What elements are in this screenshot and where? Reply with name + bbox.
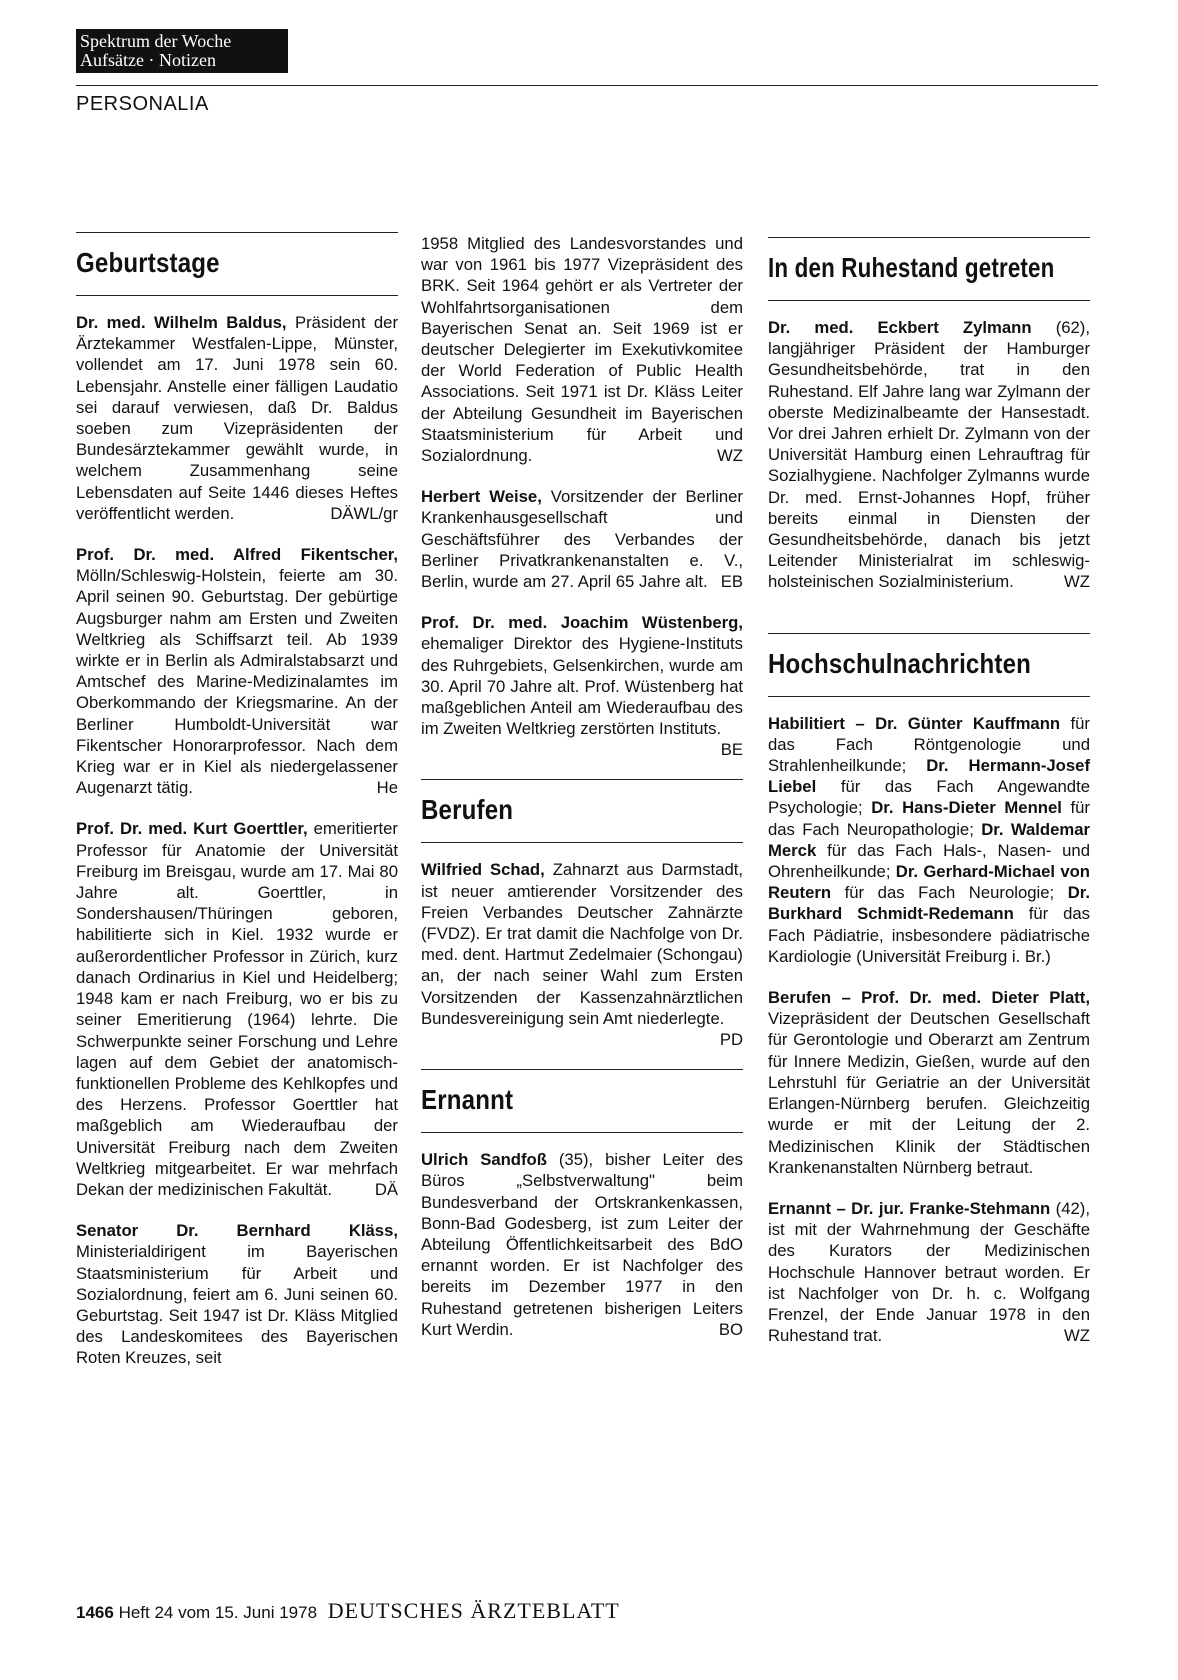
- entry-fikentscher: [76, 544, 398, 798]
- section-rule: [768, 300, 1090, 301]
- section-title-geburtstage: Geburtstage: [76, 247, 220, 278]
- entry-name: Berufen – Prof. Dr. med. Dieter Platt,: [768, 988, 1090, 1008]
- entry-name: Ulrich Sandfoß: [421, 1150, 547, 1170]
- section-rule: [421, 1069, 743, 1070]
- entry-schad: [421, 859, 744, 1050]
- entry-signature: He: [376, 778, 398, 798]
- entry-text: für das Fach Neurologie;: [831, 883, 1068, 903]
- entry-name: Dr. Gerhard-Michael von Reutern: [768, 862, 1090, 903]
- entry-name: Prof. Dr. med. Kurt Goerttler,: [76, 819, 308, 839]
- column-1: [76, 232, 398, 1369]
- page-number: 1466: [76, 1603, 114, 1622]
- rubric-box: [76, 29, 288, 73]
- section-rule: [76, 295, 398, 296]
- entry-text: Zahnarzt aus Darmstadt, ist neuer amtierender Vorsitzender des Freien Verbandes Deutscher Zahnärzte (FVDZ). Er trat damit die Nachfolge von Dr. med. dent. Hartmut Zedelmaier (Schongau) an, der nach seiner Wahl zum Ersten Vorsitzenden der Kassenzahnärztlichen Bundesvereinigung sein Amt niederlegte.: [421, 860, 744, 1028]
- entry-text: Vorsitzender der Berliner Krankenhausgesellschaft und Geschäftsführer des Verbandes der Berliner Privatkrankenanstalten e. V., Berlin, wurde am 27. April 65 Jahre alt.: [421, 487, 743, 592]
- section-rule: [421, 779, 743, 780]
- section-rule: [421, 842, 743, 843]
- entry-signature: DÄ: [374, 1179, 398, 1199]
- entry-platt: [768, 987, 1090, 1178]
- section-title-hochschulnachrichten: Hochschulnachrichten: [768, 647, 1032, 679]
- entry-signature: PD: [719, 1030, 743, 1050]
- entry-name: Dr. Burkhard Schmidt-Redemann: [768, 883, 1090, 924]
- entry-klaess: [76, 1220, 398, 1368]
- entry-name: Dr. med. Eckbert Zylmann: [768, 318, 1032, 337]
- entry-text: (35), bisher Leiter des Büros „Selbstverwaltung" beim Bundesverband der Ortskrankenkassen, Bonn-Bad Godesberg, ist zum Leiter der Abteilung Öffentlichkeitsarbeit des BdO ernannt worden. Er ist Nachfolger des bereits im Dezember 1977 in den Ruhestand getretenen bisherigen Leiters Kurt Werdin.: [421, 1150, 743, 1339]
- journal-name: DEUTSCHES ÄRZTEBLATT: [327, 1598, 620, 1623]
- entry-signature: WZ: [1064, 572, 1090, 592]
- entry-wuestenberg: [421, 612, 743, 760]
- entry-name: Dr. Hermann-Josef Liebel: [768, 756, 1090, 797]
- top-rule: [76, 85, 1098, 86]
- entry-klaess-continued: [421, 233, 743, 466]
- section-rule: [76, 232, 398, 233]
- section-rule: [768, 696, 1090, 697]
- page-footer: [76, 1598, 620, 1624]
- entry-text: Mölln/Schleswig-Holstein, feierte am 30. April seinen 90. Geburtstag. Der gebürtige Augsburger nahm am Ersten und Zweiten Weltkrieg als Schiffsarzt teil. Ab 1939 wirkte er in Berlin als Admiralstabsarzt und Amtschef des Marine-Medizinalamtes im Oberkommando der Kriegsmarine. An der Berliner Humboldt-Universität war Fikentscher Honorarprofessor. Nach dem Krieg war er in Kiel als niedergelassener Augenarzt tätig.: [76, 566, 398, 798]
- entry-text: (42), ist mit der Wahrnehmung der Geschäfte des Kurators der Medizinischen Hochschule Hannover betraut worden. Er ist Nachfolger von Dr. h. c. Wolfgang Frenzel, der Ende Januar 1978 in den Ruhestand trat.: [768, 1198, 1090, 1346]
- entry-name: Prof. Dr. med. Alfred Fikentscher,: [76, 545, 398, 565]
- entry-habilitiert: [768, 713, 1090, 967]
- entry-zylmann: [768, 317, 1090, 593]
- entry-weise: [421, 486, 743, 592]
- section-rule: [768, 237, 1090, 238]
- section-label: PERSONALIA: [76, 93, 209, 115]
- entry-goerttler: [76, 818, 398, 1200]
- entry-text: 1958 Mitglied des Landesvorstandes und war von 1961 bis 1977 Vizepräsident des BRK. Seit 1964 gehört er als Vertreter der Wohlfahrtsorganisationen dem Bayerischen Senat an. Seit 1969 ist er deutscher Delegierter im Exekutivkomitee der World Federation of Public Health Associations. Seit 1971 ist Dr. Kläss Leiter der Abteilung Gesundheit im Bayerischen Staatsministerium für Arbeit und Sozialordnung.: [421, 234, 743, 466]
- section-title-ruhestand: In den Ruhestand getreten: [768, 252, 1055, 283]
- entry-text: Ministerialdirigent im Bayerischen Staatsministerium für Arbeit und Sozialordnung, feiert am 6. Juni seinen 60. Geburtstag. Seit 1947 ist Dr. Kläss Mitglied des Landeskomitees des Bayerischen Roten Kreuzes, seit: [76, 1242, 398, 1368]
- entry-text: Präsident der Ärztekammer Westfalen-Lippe, Münster, vollendet am 17. Juni 1978 sein 60. Lebensjahr. Anstelle einer fälligen Laudatio sei darauf verwiesen, daß Dr. Baldus soeben zum Vizepräsidenten der Bundesärztekammer gewählt wurde, in welchem Zusammenhang seine Lebensdaten auf Seite 1446 dieses Heftes veröffentlicht werden.: [76, 313, 399, 523]
- entry-name: Dr. Waldemar Merck: [768, 819, 1090, 860]
- section-rule: [768, 633, 1090, 634]
- entry-text: für das Fach Neuropathologie;: [768, 798, 1090, 839]
- entry-text: für das Fach Röntgenologie und Strahlenheilkunde;: [768, 713, 1090, 776]
- entry-text: für das Fach Pädiatrie, insbesondere pädiatrische Kardiologie (Universität Freiburg i. Br.): [768, 904, 1091, 966]
- entry-franke-stehmann: [768, 1198, 1090, 1346]
- entry-signature: BE: [720, 740, 743, 760]
- section-title-ernannt: Ernannt: [421, 1084, 514, 1116]
- entry-text: für das Fach Angewandte Psychologie;: [768, 777, 1090, 818]
- section-title-berufen: Berufen: [421, 794, 514, 826]
- entry-text: emeritierter Professor für Anatomie der Universität Freiburg im Breisgau, wurde am 17. Mai 80 Jahre alt. Goerttler, in Sondershausen/Thüringen geboren, habilitierte sich in Kiel. 1932 wurde er außerordentlicher Professor in Zürich, kurz danach Ordinarius in Kiel und Heidelberg; 1948 kam er nach Freiburg, wo er bis zu seiner Emeritierung (1964) lehrte. Die Schwerpunkte seiner Forschung und Lehre lagen auf dem Gebiet der anatomisch-funktionellen Probleme des Kehlkopfes und des Herzens. Professor Goerttler hat maßgeblich am Wiederaufbau der Universität Freiburg nach dem Zweiten Weltkrieg mitgearbeitet. Er war mehrfach Dekan der medizinischen Fakultät.: [76, 819, 398, 1199]
- entry-name: Ernannt – Dr. jur. Franke-Stehmann: [768, 1198, 1051, 1218]
- entry-signature: WZ: [1064, 1326, 1090, 1346]
- entry-name: Dr. med. Wilhelm Baldus,: [76, 313, 287, 332]
- entry-name: Senator Dr. Bernhard Kläss,: [76, 1221, 398, 1241]
- entry-text: ehemaliger Direktor des Hygiene-Instituts des Ruhrgebiets, Gelsenkirchen, wurde am 30. April 70 Jahre alt. Prof. Wüstenberg hat maßgeblichen Anteil am Wiederaufbau des im Zweiten Weltkrieg zerstörten Instituts.: [421, 634, 743, 739]
- entry-text: für das Fach Hals-, Nasen- und Ohrenheilkunde;: [768, 840, 1090, 882]
- entry-text: Vizepräsident der Deutschen Gesellschaft für Gerontologie und Oberarzt am Zentrum für Innere Medizin, Gießen, wurde auf den Lehrstuhl für Geriatrie an der Universität Erlangen-Nürnberg berufen. Gleichzeitig wurde er mit der Leitung der 2. Medizinischen Klinik der Städtischen Krankenanstalten Nürnberg betraut.: [768, 1009, 1090, 1177]
- rubric-line-1: Spektrum der Woche: [80, 31, 232, 51]
- entry-name: Prof. Dr. med. Joachim Wüstenberg,: [421, 613, 743, 633]
- section-rule: [421, 1132, 743, 1133]
- entry-signature: WZ: [717, 446, 743, 466]
- entry-text: (62), langjähriger Präsident der Hamburger Gesundheitsbehörde, trat in den Ruhestand. Elf Jahre lang war Zylmann der oberste Medizinalbeamte der Hansestadt. Vor drei Jahren erhielt Dr. Zylmann von der Universität Hamburg einen Lehrauftrag für Sozialhygiene. Nachfolger Zylmanns wurde Dr. med. Ernst-Johannes Hopf, früher bereits einmal in Diensten der Gesundheitsbehörde, danach bis jetzt Leitender Ministerialrat im schleswig-holsteinischen Sozialministerium.: [768, 318, 1091, 592]
- column-3: [768, 237, 1090, 1346]
- entry-name: Wilfried Schad,: [421, 860, 545, 880]
- entry-signature: EB: [720, 572, 743, 592]
- entry-signature: DÄWL/gr: [330, 503, 398, 523]
- rubric-line-2: Aufsätze · Notizen: [80, 50, 216, 70]
- issue-info: Heft 24 vom 15. Juni 1978: [118, 1603, 318, 1622]
- entry-lead: Habilitiert – Dr. Günter Kauffmann: [768, 713, 1061, 733]
- entry-name: Herbert Weise,: [421, 487, 542, 507]
- column-2: [421, 233, 743, 1340]
- entry-signature: BO: [718, 1319, 743, 1339]
- entry-name: Dr. Hans-Dieter Mennel: [871, 798, 1062, 818]
- entry-baldus: [76, 312, 398, 524]
- entry-sandfoss: [421, 1149, 743, 1340]
